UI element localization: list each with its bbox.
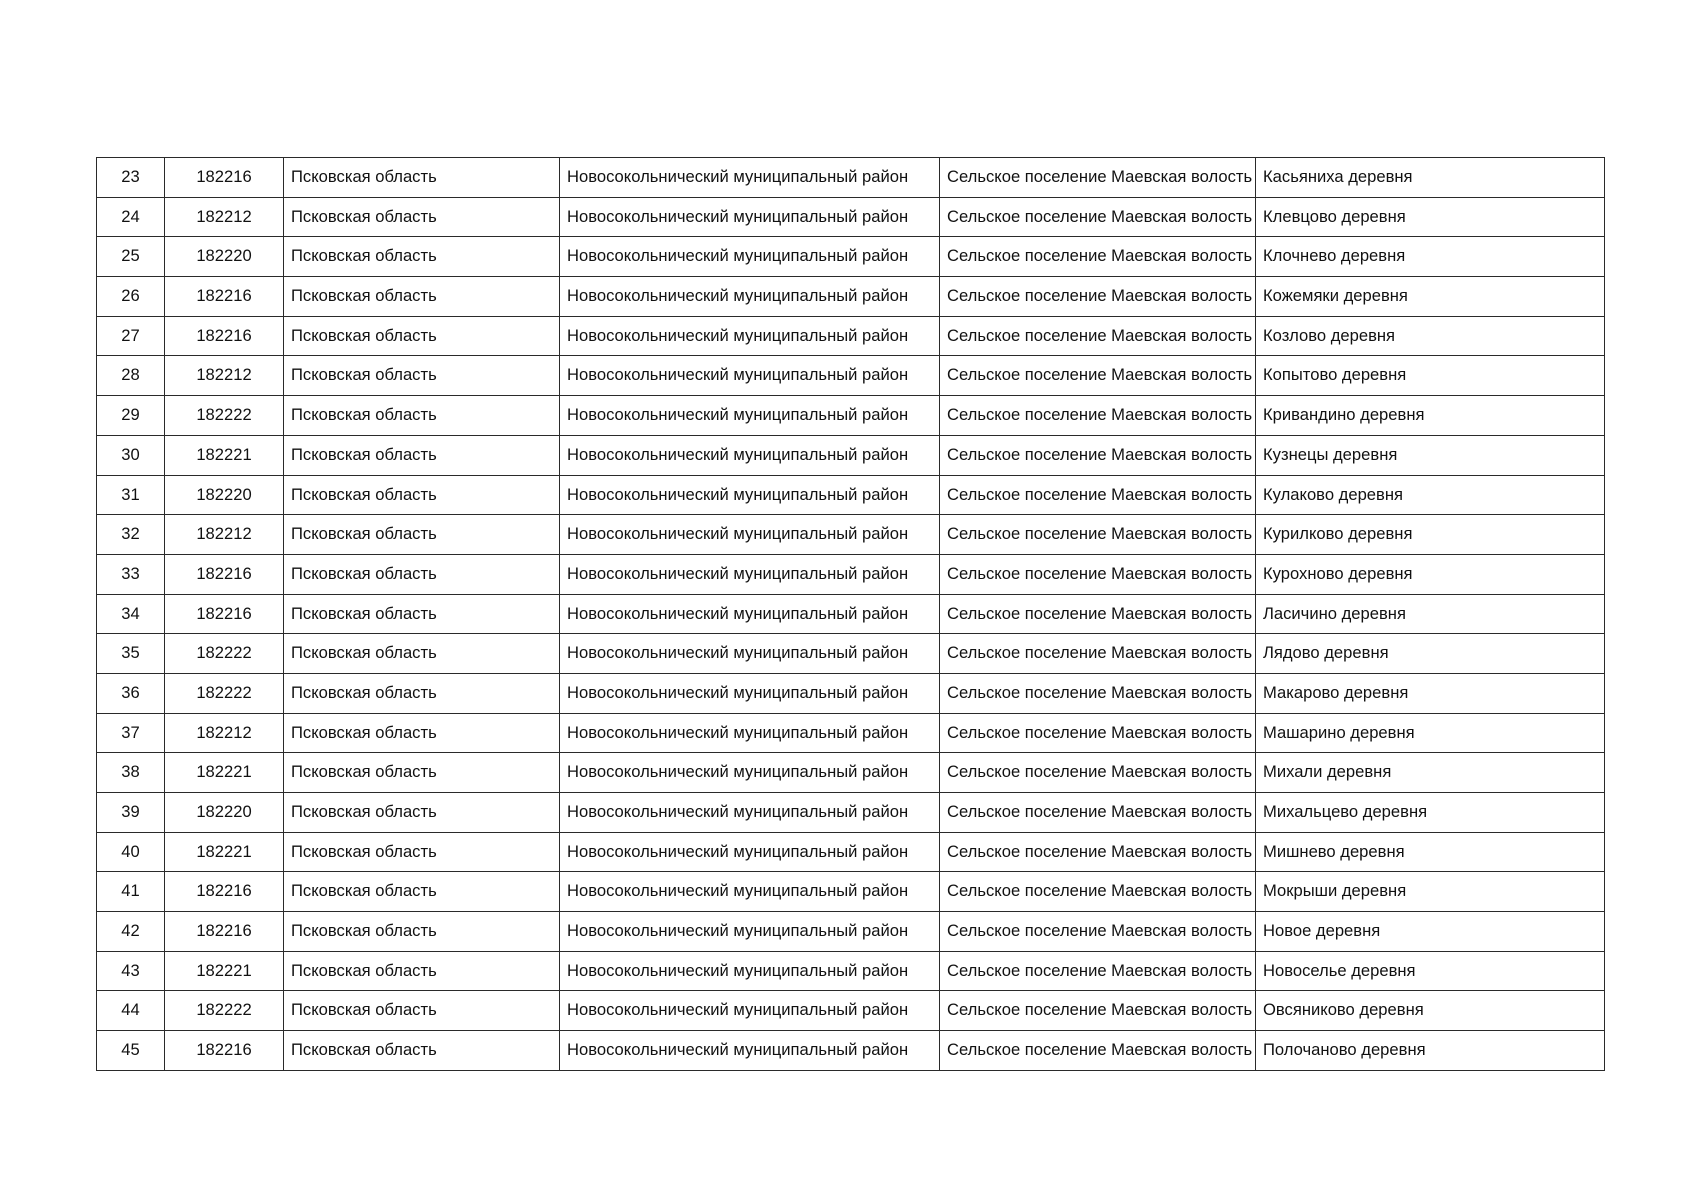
locality-cell: Козлово деревня (1256, 316, 1605, 356)
settlement-cell: Сельское поселение Маевская волость (940, 316, 1256, 356)
postal-index-cell: 182220 (165, 475, 284, 515)
row-number-cell: 27 (97, 316, 165, 356)
row-number-cell: 41 (97, 872, 165, 912)
table-row (97, 396, 1605, 436)
region-cell: Псковская область (284, 991, 560, 1031)
postal-index-cell: 182212 (165, 356, 284, 396)
district-cell: Новосокольнический муниципальный район (560, 594, 940, 634)
table-row (97, 435, 1605, 475)
table-row (97, 912, 1605, 952)
region-cell: Псковская область (284, 753, 560, 793)
region-cell: Псковская область (284, 912, 560, 952)
region-cell: Псковская область (284, 435, 560, 475)
row-number-cell: 33 (97, 554, 165, 594)
table-row (97, 832, 1605, 872)
table-row (97, 237, 1605, 277)
row-number-cell: 29 (97, 396, 165, 436)
postal-index-cell: 182212 (165, 713, 284, 753)
region-cell: Псковская область (284, 594, 560, 634)
district-cell: Новосокольнический муниципальный район (560, 554, 940, 594)
locality-cell: Ласичино деревня (1256, 594, 1605, 634)
settlement-cell: Сельское поселение Маевская волость (940, 197, 1256, 237)
district-cell: Новосокольнический муниципальный район (560, 435, 940, 475)
settlement-cell: Сельское поселение Маевская волость (940, 237, 1256, 277)
region-cell: Псковская область (284, 237, 560, 277)
row-number-cell: 25 (97, 237, 165, 277)
settlement-cell: Сельское поселение Маевская волость (940, 435, 1256, 475)
settlement-cell: Сельское поселение Маевская волость (940, 356, 1256, 396)
locality-cell: Мишнево деревня (1256, 832, 1605, 872)
postal-index-cell: 182220 (165, 793, 284, 833)
postal-index-cell: 182222 (165, 991, 284, 1031)
locality-cell: Овсяниково деревня (1256, 991, 1605, 1031)
locality-cell: Кулаково деревня (1256, 475, 1605, 515)
settlement-cell: Сельское поселение Маевская волость (940, 832, 1256, 872)
settlement-cell: Сельское поселение Маевская волость (940, 396, 1256, 436)
region-cell: Псковская область (284, 316, 560, 356)
table-body (97, 158, 1605, 1071)
row-number-cell: 31 (97, 475, 165, 515)
row-number-cell: 44 (97, 991, 165, 1031)
row-number-cell: 23 (97, 158, 165, 198)
locality-cell: Новое деревня (1256, 912, 1605, 952)
region-cell: Псковская область (284, 277, 560, 317)
locality-cell: Мокрыши деревня (1256, 872, 1605, 912)
locality-cell: Новоселье деревня (1256, 951, 1605, 991)
row-number-cell: 42 (97, 912, 165, 952)
postal-index-cell: 182221 (165, 951, 284, 991)
settlement-cell: Сельское поселение Маевская волость (940, 793, 1256, 833)
table-row (97, 713, 1605, 753)
district-cell: Новосокольнический муниципальный район (560, 316, 940, 356)
table-row (97, 554, 1605, 594)
district-cell: Новосокольнический муниципальный район (560, 951, 940, 991)
postal-index-cell: 182220 (165, 237, 284, 277)
table-row (97, 673, 1605, 713)
row-number-cell: 37 (97, 713, 165, 753)
locality-cell: Курохново деревня (1256, 554, 1605, 594)
region-cell: Псковская область (284, 872, 560, 912)
table-row (97, 515, 1605, 555)
row-number-cell: 34 (97, 594, 165, 634)
postal-index-cell: 182216 (165, 277, 284, 317)
postal-index-cell: 182222 (165, 396, 284, 436)
table-row (97, 991, 1605, 1031)
district-cell: Новосокольнический муниципальный район (560, 991, 940, 1031)
locality-cell: Кузнецы деревня (1256, 435, 1605, 475)
region-cell: Псковская область (284, 554, 560, 594)
district-cell: Новосокольнический муниципальный район (560, 158, 940, 198)
postal-index-cell: 182216 (165, 158, 284, 198)
row-number-cell: 30 (97, 435, 165, 475)
district-cell: Новосокольнический муниципальный район (560, 237, 940, 277)
row-number-cell: 24 (97, 197, 165, 237)
region-cell: Псковская область (284, 832, 560, 872)
locality-cell: Кожемяки деревня (1256, 277, 1605, 317)
postal-index-cell: 182216 (165, 554, 284, 594)
settlement-cell: Сельское поселение Маевская волость (940, 912, 1256, 952)
district-cell: Новосокольнический муниципальный район (560, 793, 940, 833)
row-number-cell: 38 (97, 753, 165, 793)
region-cell: Псковская область (284, 1031, 560, 1071)
table-row (97, 316, 1605, 356)
postal-index-cell: 182212 (165, 515, 284, 555)
region-cell: Псковская область (284, 158, 560, 198)
locality-cell: Копытово деревня (1256, 356, 1605, 396)
settlement-cell: Сельское поселение Маевская волость (940, 634, 1256, 674)
row-number-cell: 39 (97, 793, 165, 833)
locality-cell: Макарово деревня (1256, 673, 1605, 713)
postal-index-cell: 182216 (165, 912, 284, 952)
region-cell: Псковская область (284, 713, 560, 753)
district-cell: Новосокольнический муниципальный район (560, 713, 940, 753)
table-row (97, 753, 1605, 793)
district-cell: Новосокольнический муниципальный район (560, 753, 940, 793)
region-cell: Псковская область (284, 396, 560, 436)
row-number-cell: 36 (97, 673, 165, 713)
settlement-cell: Сельское поселение Маевская волость (940, 713, 1256, 753)
postal-index-cell: 182212 (165, 197, 284, 237)
postal-index-cell: 182222 (165, 634, 284, 674)
district-cell: Новосокольнический муниципальный район (560, 277, 940, 317)
table-row (97, 793, 1605, 833)
settlement-cell: Сельское поселение Маевская волость (940, 554, 1256, 594)
table-row (97, 634, 1605, 674)
district-cell: Новосокольнический муниципальный район (560, 832, 940, 872)
locality-cell: Курилково деревня (1256, 515, 1605, 555)
locality-cell: Касьяниха деревня (1256, 158, 1605, 198)
settlement-cell: Сельское поселение Маевская волость (940, 673, 1256, 713)
region-cell: Псковская область (284, 515, 560, 555)
region-cell: Псковская область (284, 634, 560, 674)
district-cell: Новосокольнический муниципальный район (560, 197, 940, 237)
table-row (97, 1031, 1605, 1071)
table-row (97, 475, 1605, 515)
district-cell: Новосокольнический муниципальный район (560, 673, 940, 713)
settlement-cell: Сельское поселение Маевская волость (940, 277, 1256, 317)
postal-index-cell: 182216 (165, 1031, 284, 1071)
address-table (96, 157, 1605, 1071)
locality-cell: Полочаново деревня (1256, 1031, 1605, 1071)
locality-cell: Михальцево деревня (1256, 793, 1605, 833)
district-cell: Новосокольнический муниципальный район (560, 396, 940, 436)
district-cell: Новосокольнический муниципальный район (560, 475, 940, 515)
district-cell: Новосокольнический муниципальный район (560, 634, 940, 674)
locality-cell: Михали деревня (1256, 753, 1605, 793)
table-row (97, 356, 1605, 396)
table-row (97, 277, 1605, 317)
table-row (97, 197, 1605, 237)
region-cell: Псковская область (284, 793, 560, 833)
row-number-cell: 43 (97, 951, 165, 991)
locality-cell: Клочнево деревня (1256, 237, 1605, 277)
settlement-cell: Сельское поселение Маевская волость (940, 991, 1256, 1031)
postal-index-cell: 182216 (165, 872, 284, 912)
settlement-cell: Сельское поселение Маевская волость (940, 158, 1256, 198)
region-cell: Псковская область (284, 673, 560, 713)
district-cell: Новосокольнический муниципальный район (560, 912, 940, 952)
row-number-cell: 45 (97, 1031, 165, 1071)
row-number-cell: 28 (97, 356, 165, 396)
settlement-cell: Сельское поселение Маевская волость (940, 951, 1256, 991)
locality-cell: Кривандино деревня (1256, 396, 1605, 436)
locality-cell: Лядово деревня (1256, 634, 1605, 674)
district-cell: Новосокольнический муниципальный район (560, 872, 940, 912)
settlement-cell: Сельское поселение Маевская волость (940, 753, 1256, 793)
table-row (97, 594, 1605, 634)
settlement-cell: Сельское поселение Маевская волость (940, 515, 1256, 555)
postal-index-cell: 182222 (165, 673, 284, 713)
settlement-cell: Сельское поселение Маевская волость (940, 594, 1256, 634)
row-number-cell: 35 (97, 634, 165, 674)
district-cell: Новосокольнический муниципальный район (560, 356, 940, 396)
postal-index-cell: 182216 (165, 316, 284, 356)
table-row (97, 951, 1605, 991)
postal-index-cell: 182221 (165, 832, 284, 872)
settlement-cell: Сельское поселение Маевская волость (940, 872, 1256, 912)
settlement-cell: Сельское поселение Маевская волость (940, 475, 1256, 515)
region-cell: Псковская область (284, 951, 560, 991)
locality-cell: Клевцово деревня (1256, 197, 1605, 237)
row-number-cell: 32 (97, 515, 165, 555)
region-cell: Псковская область (284, 197, 560, 237)
region-cell: Псковская область (284, 475, 560, 515)
settlement-cell: Сельское поселение Маевская волость (940, 1031, 1256, 1071)
locality-cell: Машарино деревня (1256, 713, 1605, 753)
postal-index-cell: 182216 (165, 594, 284, 634)
table-row (97, 158, 1605, 198)
region-cell: Псковская область (284, 356, 560, 396)
district-cell: Новосокольнический муниципальный район (560, 1031, 940, 1071)
district-cell: Новосокольнический муниципальный район (560, 515, 940, 555)
postal-index-cell: 182221 (165, 435, 284, 475)
postal-index-cell: 182221 (165, 753, 284, 793)
row-number-cell: 26 (97, 277, 165, 317)
row-number-cell: 40 (97, 832, 165, 872)
table-row (97, 872, 1605, 912)
